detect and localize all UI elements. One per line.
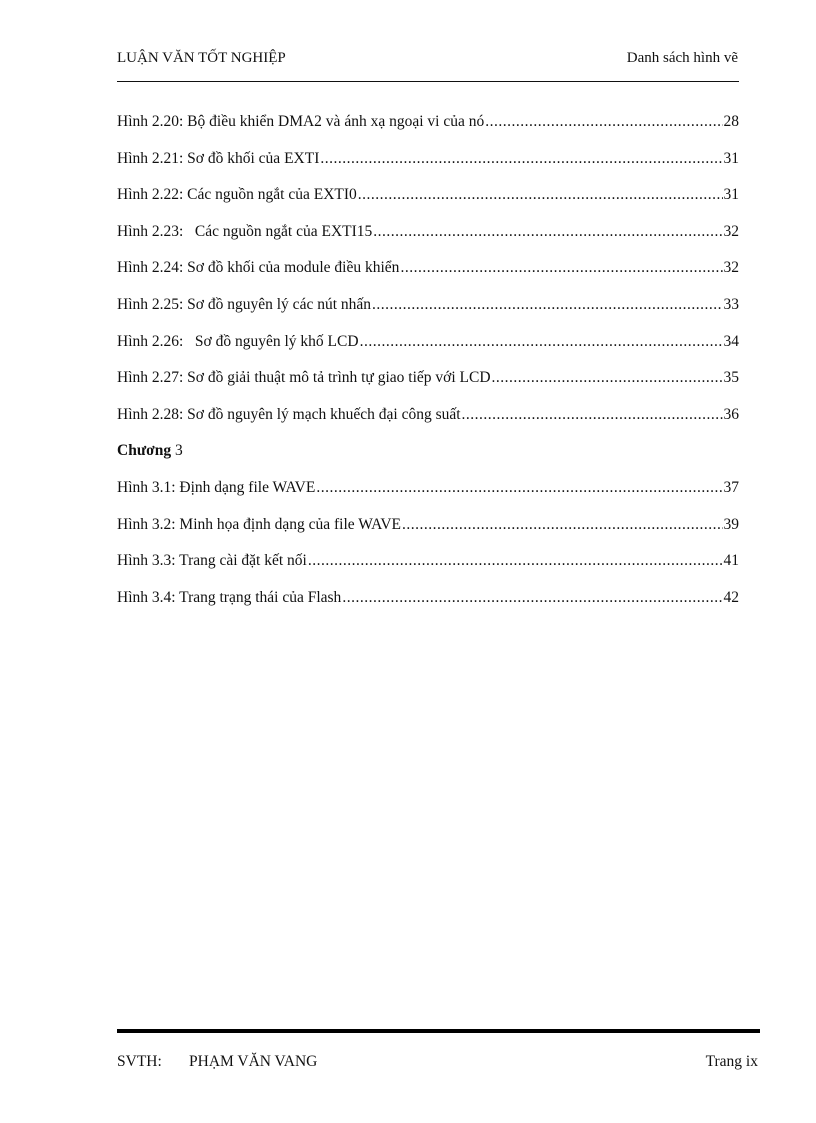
figure-list [117,113,739,625]
leader-dots [320,150,722,168]
figure-label: Hình 2.20: Bộ điều khiển DMA2 và ánh xạ ngoại vi của nó [117,113,485,130]
list-item[interactable] [117,113,739,150]
chapter-heading-label: Chương [117,442,172,460]
leader-dots [358,186,723,204]
header-left-title: LUẬN VĂN TỐT NGHIỆP [117,50,286,66]
figure-label: Hình 3.1: Định dạng file WAVE [117,478,316,496]
figure-label: Hình 2.21: Sơ đồ khối của EXTI [117,149,320,167]
leader-dots [402,516,723,534]
list-item[interactable] [117,516,739,553]
figure-label: Hình 2.22: Các nguồn ngắt của EXTI0 [117,186,357,204]
leader-dots [400,259,722,277]
list-item[interactable] [117,333,739,370]
figure-label: Hình 2.27: Sơ đồ giải thuật mô tả trình tự giao tiếp với LCD [117,369,491,387]
chapter-heading [117,442,739,479]
leader-dots [372,296,722,314]
figure-label: Hình 3.4: Trang trạng thái của Flash [117,588,342,606]
page-number: 32 [723,259,739,277]
page-number: 42 [723,588,739,606]
footer-divider [117,1029,760,1033]
figure-label: Hình 2.25: Sơ đồ nguyên lý các nút nhấn [117,295,372,313]
list-item[interactable] [117,406,739,443]
page-label: Trang ix [705,1053,758,1070]
leader-dots [360,333,723,351]
figure-label: Hình 2.23: Các nguồn ngắt của EXTI15 [117,222,373,240]
figure-label: Hình 3.2: Minh họa định dạng của file WAVE [117,515,401,533]
leader-dots [308,552,723,570]
leader-dots [492,369,723,387]
page-number: 41 [723,552,739,570]
list-item[interactable] [117,259,739,296]
figure-label: Hình 2.28: Sơ đồ nguyên lý mạch khuếch đại công suất [117,405,461,423]
svth-label: SVTH: [117,1053,162,1070]
page-number: 33 [723,295,739,313]
page-number: 32 [723,222,739,240]
list-item[interactable] [117,223,739,260]
figure-label: Hình 2.24: Sơ đồ khối của module điều khiển [117,259,400,277]
page-number: 39 [723,515,739,533]
figure-label: Hình 2.26: Sơ đồ nguyên lý khố LCD [117,332,359,350]
chapter-number: 3 [171,442,183,460]
list-item[interactable] [117,186,739,223]
list-item[interactable] [117,589,739,626]
list-item[interactable] [117,150,739,187]
leader-dots [485,113,722,131]
page-number: 34 [723,332,739,350]
list-item[interactable] [117,296,739,333]
page-number: 35 [723,369,739,387]
page-number: 37 [723,478,739,496]
leader-dots [462,406,723,424]
header-divider [117,81,739,82]
leader-dots [342,589,722,607]
page-number: 28 [723,113,739,130]
header-right-title: Danh sách hình vẽ [626,50,738,66]
page-footer [117,1053,758,1071]
page-number: 31 [723,149,739,167]
student-name: PHẠM VĂN VANG [189,1053,318,1070]
figure-label: Hình 3.3: Trang cài đặt kết nối [117,552,307,570]
list-item[interactable] [117,369,739,406]
page-number: 31 [723,186,739,204]
list-item[interactable] [117,552,739,589]
page-number: 36 [723,405,739,423]
leader-dots [316,479,722,497]
leader-dots [373,223,722,241]
list-item[interactable] [117,479,739,516]
page-header [117,50,738,70]
